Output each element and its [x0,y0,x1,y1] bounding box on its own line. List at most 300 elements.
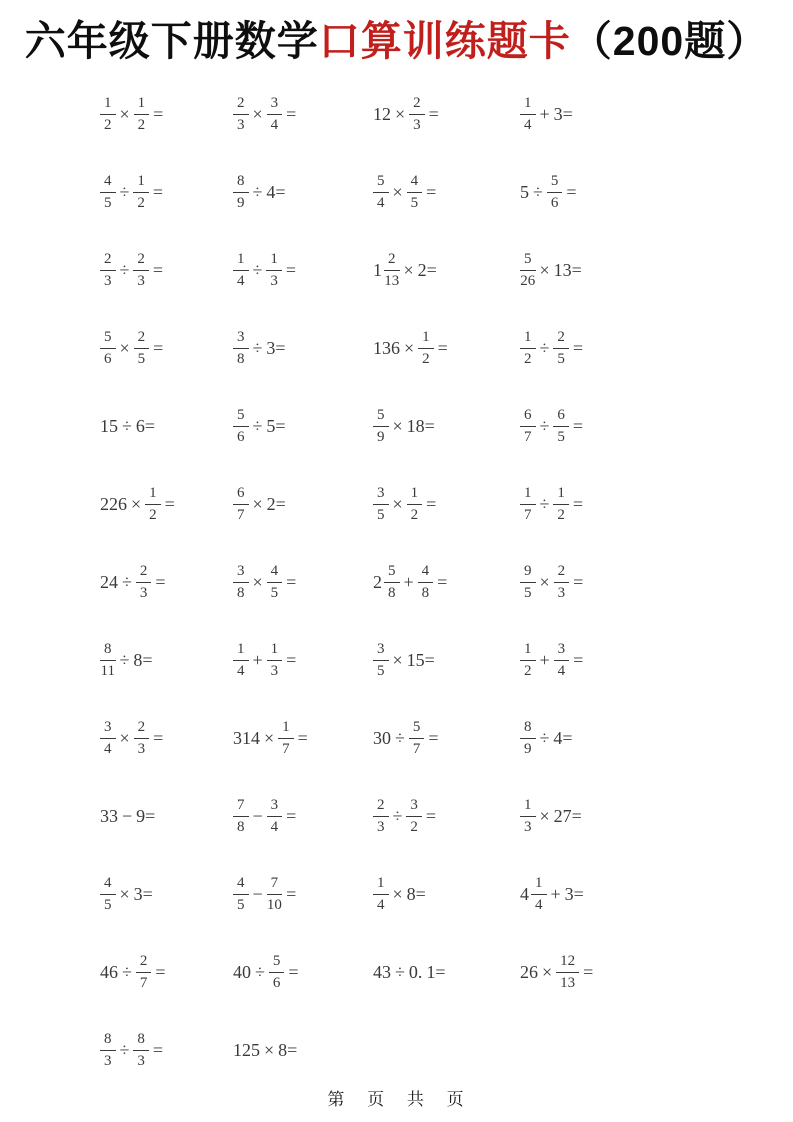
math-token: ÷ [119,259,130,280]
fraction-denominator: 6 [104,350,112,367]
math-token: = [288,961,299,982]
fraction-denominator: 4 [557,662,566,679]
fraction-denominator: 4 [237,662,245,679]
math-token: ÷ [122,415,132,436]
fraction [553,484,569,525]
math-token: ÷ [539,727,550,748]
math-token: × [395,103,406,124]
math-problem [373,484,520,525]
fraction [133,172,149,213]
math-problem [233,562,373,603]
math-token: ÷ [119,181,130,202]
math-token: = [583,961,594,982]
fraction [133,250,149,291]
problem-row [100,465,793,543]
fraction-numerator: 5 [269,952,285,973]
fraction-denominator: 3 [524,818,532,835]
math-token: = [428,103,439,124]
fraction [278,718,294,759]
fraction [100,172,116,213]
problem-row [100,387,793,465]
fraction-denominator: 10 [266,896,282,913]
fraction [233,250,249,291]
math-token: = [437,571,448,592]
fraction-denominator: 2 [137,116,146,133]
fraction [520,406,536,447]
fraction-denominator: 2 [524,350,532,367]
math-token: ÷ [122,961,132,982]
fraction [267,640,283,681]
math-token: 15= [406,649,435,670]
fraction-denominator: 3 [139,584,148,601]
fraction-numerator: 2 [384,250,400,271]
math-token: × [119,883,130,904]
math-problem [233,796,373,837]
fraction [373,172,389,213]
math-problem [233,1040,373,1061]
math-token: 33 [100,805,118,826]
math-token: + [403,571,414,592]
fraction-numerator: 5 [547,172,563,193]
fraction-denominator: 2 [149,506,157,523]
fraction-numerator: 12 [556,952,579,973]
fraction [133,1030,149,1071]
fraction [136,562,152,603]
math-token: = [426,493,437,514]
fraction [409,94,425,135]
fraction-denominator: 2 [422,350,430,367]
math-token: 2= [417,259,437,280]
math-problem [373,640,520,681]
math-token: × [252,571,263,592]
math-token: ÷ [119,1039,130,1060]
fraction-numerator: 6 [233,484,249,505]
fraction-denominator: 3 [557,584,566,601]
problem-row [100,855,793,933]
fraction-numerator: 8 [133,1030,149,1051]
math-token: = [286,103,297,124]
math-problem [233,406,373,447]
math-problem [100,250,233,291]
fraction-numerator: 6 [553,406,569,427]
math-problem [100,718,233,759]
problems-grid [0,75,793,1089]
fraction-denominator: 4 [377,896,385,913]
math-token: 0. [408,961,423,982]
mixed-number [520,874,547,915]
math-token: 8= [133,649,153,670]
fraction [233,94,249,135]
math-token: ÷ [395,961,405,982]
fraction-denominator: 5 [104,194,112,211]
fraction-numerator: 2 [553,328,569,349]
fraction-denominator: 5 [377,662,385,679]
fraction-denominator: 9 [237,194,245,211]
fraction [373,796,389,837]
fraction-numerator: 2 [554,562,570,583]
fraction-numerator: 3 [267,94,283,115]
math-token: 5 [520,181,529,202]
fraction [520,640,536,681]
fraction [233,172,249,213]
fraction-numerator: 1 [520,328,536,349]
math-problem [233,874,373,915]
math-problem [373,328,520,369]
math-token: = [152,1039,164,1060]
math-token: 30 [373,727,391,748]
math-token: 24 [100,571,118,592]
fraction-numerator: 4 [407,172,423,193]
fraction-numerator: 4 [100,172,116,193]
math-token: 46 [100,961,118,982]
math-problem [233,328,373,369]
fraction-denominator: 3 [137,740,146,757]
math-problem [100,94,233,135]
math-token: 4= [266,181,286,202]
fraction-numerator: 5 [409,718,425,739]
math-token: 3= [564,883,584,904]
math-token: ÷ [392,805,403,826]
math-token: ÷ [539,415,550,436]
math-problem [520,796,660,837]
math-problem [233,640,373,681]
fraction-denominator: 5 [104,896,112,913]
fraction-denominator: 8 [421,584,430,601]
math-token: = [572,493,584,514]
fraction-numerator: 1 [145,484,161,505]
mixed-number [373,562,400,603]
math-token: = [164,493,175,514]
fraction [100,94,116,135]
math-problem [520,640,660,681]
fraction [373,640,389,681]
math-token: × [392,493,403,514]
math-token: × [119,103,130,124]
fraction [136,952,152,993]
fraction-denominator: 7 [412,740,421,757]
math-problem [100,952,233,993]
fraction-numerator: 5 [100,328,116,349]
fraction-numerator: 3 [373,484,389,505]
math-token: ÷ [533,181,543,202]
fraction-numerator: 2 [373,796,389,817]
fraction-numerator: 1 [233,640,249,661]
fraction [373,406,389,447]
fraction [233,328,249,369]
fraction-numerator: 3 [554,640,570,661]
math-token: − [122,805,133,826]
fraction [520,94,536,135]
math-problem [100,484,233,525]
fraction-denominator: 2 [410,818,418,835]
math-token: × [264,727,275,748]
fraction-numerator: 3 [233,328,249,349]
problem-row [100,153,793,231]
math-problem [520,250,660,291]
fraction-numerator: 2 [409,94,425,115]
fraction-denominator: 8 [237,818,245,835]
fraction-denominator: 3 [270,662,279,679]
title-part-count: （200题） [570,18,769,64]
fraction-denominator: 3 [377,818,385,835]
math-problem [520,562,660,603]
fraction [418,328,434,369]
fraction-numerator: 5 [373,406,389,427]
math-token: = [573,649,584,670]
math-problem [100,172,233,213]
math-token: ÷ [122,571,132,592]
math-token: × [539,571,550,592]
fraction-denominator: 6 [550,194,559,211]
fraction-numerator: 2 [136,952,152,973]
fraction-numerator: 1 [520,484,536,505]
math-problem [100,640,233,681]
math-token: 26 [520,961,538,982]
mixed-number-whole: 4 [520,883,529,904]
fraction-numerator: 1 [267,640,283,661]
math-problem [233,250,373,291]
math-problem [520,172,660,213]
fraction-numerator: 1 [520,640,536,661]
fraction-numerator: 1 [520,796,536,817]
fraction [233,484,249,525]
math-token: 3= [266,337,286,358]
fraction-denominator: 4 [524,116,532,133]
fraction-denominator: 7 [524,428,532,445]
fraction-numerator: 1 [531,874,547,895]
math-token: ÷ [539,337,550,358]
problem-row [100,933,793,1011]
problem-row [100,75,793,153]
math-token: 4= [553,727,573,748]
math-problem [100,416,233,437]
math-problem [373,562,520,603]
math-token: = [285,259,297,280]
math-token: 27= [553,805,582,826]
fraction-denominator: 2 [524,662,532,679]
fraction [520,562,536,603]
fraction-denominator: 9 [377,428,385,445]
math-token: = [153,337,164,358]
math-token: × [131,493,142,514]
math-token: 226 [100,493,127,514]
math-token: 40 [233,961,251,982]
math-token: × [539,805,550,826]
math-token: = [573,571,584,592]
math-problem [520,94,660,135]
math-token: = [286,883,297,904]
fraction-numerator: 3 [233,562,249,583]
fraction-denominator: 7 [237,506,245,523]
fraction [267,796,283,837]
fraction-denominator: 4 [377,194,385,211]
fraction-denominator: 8 [237,584,245,601]
math-problem [233,718,373,759]
fraction-numerator: 5 [373,172,389,193]
math-token: = [566,181,577,202]
math-problem [373,172,520,213]
fraction-denominator: 5 [237,896,245,913]
fraction-numerator: 3 [406,796,422,817]
math-token: 15 [100,415,118,436]
math-problem [100,1030,233,1071]
math-token: = [437,337,448,358]
math-token: × [392,415,403,436]
fraction-numerator: 2 [100,250,116,271]
math-token: + [539,103,550,124]
fraction-denominator: 3 [137,1052,145,1069]
fraction-numerator: 6 [520,406,536,427]
fraction [233,406,249,447]
fraction [267,562,283,603]
math-token: × [392,883,403,904]
mixed-number-whole: 2 [373,571,382,592]
math-token: 5= [266,415,286,436]
math-problem [520,406,660,447]
math-token: = [286,805,297,826]
math-problem [233,952,373,993]
math-token: 8= [278,1039,298,1060]
fraction-numerator: 1 [418,328,434,349]
math-token: + [550,883,561,904]
math-problem [100,562,233,603]
fraction [520,484,536,525]
math-token: = [425,805,437,826]
fraction-numerator: 1 [520,94,536,115]
fraction-numerator: 1 [134,94,150,115]
fraction-denominator: 6 [237,428,245,445]
fraction-numerator: 4 [418,562,434,583]
math-token: ÷ [255,961,265,982]
math-token: × [252,103,263,124]
fraction-numerator: 2 [233,94,249,115]
math-problem [233,94,373,135]
problem-row [100,621,793,699]
fraction-numerator: 1 [407,484,423,505]
math-token: × [539,259,550,280]
math-token: = [155,571,166,592]
math-token: 136 [373,337,400,358]
math-token: 9= [136,805,156,826]
math-token: × [392,649,403,670]
fraction [267,874,283,915]
fraction [418,562,434,603]
fraction-numerator: 1 [133,172,149,193]
fraction-numerator: 2 [134,328,150,349]
fraction-denominator: 2 [410,506,419,523]
fraction-numerator: 3 [100,718,116,739]
fraction [134,328,150,369]
math-problem [373,250,520,291]
math-token: = [428,727,439,748]
fraction-numerator: 9 [520,562,536,583]
math-token: = [297,727,308,748]
mixed-number-whole: 1 [373,259,382,280]
fraction [100,874,116,915]
fraction [134,718,150,759]
fraction [556,952,579,993]
problem-row [100,777,793,855]
math-token: = [286,571,297,592]
fraction [547,172,563,213]
math-problem [233,484,373,525]
fraction [100,328,116,369]
math-token: 18= [406,415,435,436]
math-token: 2= [266,493,286,514]
math-problem [373,406,520,447]
math-token: + [252,649,263,670]
fraction-denominator: 9 [524,740,532,757]
math-token: = [153,103,164,124]
fraction [267,94,283,135]
math-token: × [119,727,130,748]
fraction [266,250,282,291]
fraction [409,718,425,759]
fraction-denominator: 26 [520,272,536,289]
fraction [100,718,116,759]
fraction-numerator: 8 [100,640,116,661]
fraction [553,328,569,369]
fraction [233,562,249,603]
fraction-denominator: 13 [560,974,576,991]
fraction-numerator: 4 [267,562,283,583]
fraction-denominator: 8 [237,350,245,367]
fraction-numerator: 3 [267,796,283,817]
fraction-denominator: 4 [237,272,245,289]
title-part-grade: 六年级下册数学 [24,18,319,64]
fraction [384,562,400,603]
fraction [531,874,547,915]
math-token: = [153,727,164,748]
fraction [520,718,536,759]
mixed-number [373,250,400,291]
fraction-denominator: 6 [272,974,281,991]
math-token: × [403,259,414,280]
math-token: ÷ [539,493,550,514]
fraction [134,94,150,135]
fraction [233,874,249,915]
fraction [269,952,285,993]
math-token: 1= [426,961,446,982]
math-problem [373,796,520,837]
math-token: = [155,961,166,982]
math-token: ÷ [252,181,263,202]
math-token: ÷ [119,649,130,670]
fraction [373,484,389,525]
fraction-numerator: 5 [233,406,249,427]
math-token: ÷ [252,337,263,358]
fraction-denominator: 2 [104,116,112,133]
math-token: 3= [133,883,153,904]
math-token: × [392,181,403,202]
math-problem [520,718,660,759]
fraction-denominator: 3 [270,272,278,289]
fraction [233,640,249,681]
fraction [100,250,116,291]
math-token: 314 [233,727,260,748]
fraction-denominator: 3 [104,1052,112,1069]
fraction-denominator: 2 [137,194,145,211]
math-token: 12 [373,103,391,124]
math-token: × [252,493,263,514]
fraction-denominator: 4 [104,740,112,757]
fraction [520,328,536,369]
math-problem [100,806,233,827]
fraction-denominator: 7 [524,506,532,523]
fraction-denominator: 7 [282,740,290,757]
fraction-numerator: 5 [384,562,400,583]
math-problem [520,484,660,525]
